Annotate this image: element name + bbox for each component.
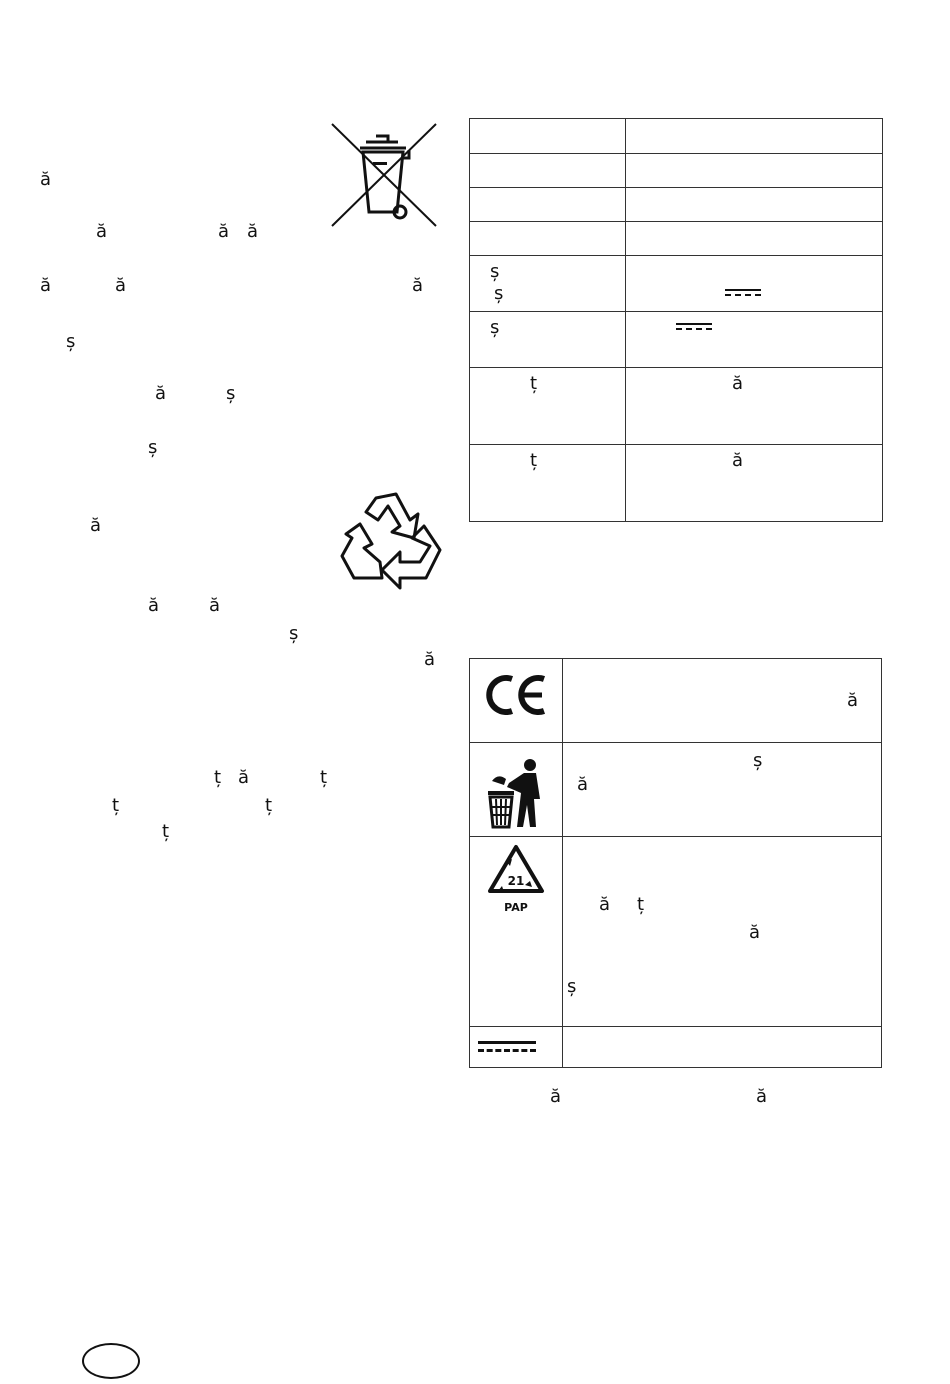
- table-cell-value: [626, 256, 883, 312]
- table-cell-value: [626, 154, 883, 188]
- icon-cell: [470, 743, 563, 837]
- recycle-code-label: PAP: [504, 901, 528, 914]
- text-fragment: ț: [320, 767, 328, 788]
- text-fragment: ă: [40, 169, 52, 190]
- dc-symbol: [676, 323, 712, 331]
- text-fragment: ă: [115, 275, 127, 296]
- recycle-code-number: 21: [507, 874, 525, 888]
- icon-cell: [470, 659, 563, 743]
- text-fragment: ă: [155, 383, 167, 404]
- table-row: [470, 445, 883, 522]
- table-cell-label: [470, 188, 626, 222]
- text-fragment: ș: [226, 383, 236, 404]
- language-badge-oval: [82, 1343, 140, 1379]
- table-cell-value: ă: [626, 368, 883, 445]
- dc-symbol: [725, 289, 761, 297]
- description-cell: ș ă: [563, 743, 882, 837]
- table-cell-label: ț: [470, 368, 626, 445]
- icon-cell: [470, 837, 563, 1027]
- table-row: [470, 154, 883, 188]
- description-cell: [563, 1027, 882, 1068]
- text-fragment: ș: [289, 623, 299, 644]
- table-row: [470, 188, 883, 222]
- table-row: [470, 312, 883, 368]
- table-cell-value: [626, 312, 883, 368]
- icon-cell: [470, 1027, 563, 1068]
- text-fragment: ă: [209, 595, 221, 616]
- text-fragment: ă: [148, 595, 160, 616]
- text-fragment: ă: [412, 275, 424, 296]
- table-cell-value: [626, 188, 883, 222]
- text-fragment: ț: [162, 821, 170, 842]
- text-fragment: ă: [90, 515, 102, 536]
- text-fragment: ș: [66, 331, 76, 352]
- table-cell-label: [470, 154, 626, 188]
- direct-current-icon: [478, 1041, 536, 1053]
- table-cell-value: [626, 222, 883, 256]
- table-row: [470, 222, 883, 256]
- footer-fragment: ă: [756, 1086, 768, 1107]
- footer-fragment: ă: [550, 1086, 562, 1107]
- table-cell-label: ț: [470, 445, 626, 522]
- text-fragment: ă: [218, 221, 230, 242]
- table-row: [470, 119, 883, 154]
- crossed-out-wheelie-bin-icon: [330, 122, 438, 230]
- text-fragment: ț: [214, 767, 222, 788]
- table-cell-label: ș: [470, 312, 626, 368]
- text-fragment: ă: [96, 221, 108, 242]
- table-row: [470, 837, 882, 1027]
- text-fragment: ă: [238, 767, 250, 788]
- table-row: [470, 1027, 882, 1068]
- text-fragment: ă: [424, 649, 436, 670]
- table-row: [470, 256, 883, 312]
- table-cell-label: ș ș: [470, 256, 626, 312]
- table-row: [470, 659, 882, 743]
- description-cell: ă ț ă ș: [563, 837, 882, 1027]
- ce-mark-icon: [484, 673, 548, 717]
- text-fragment: ț: [112, 795, 120, 816]
- table-cell-label: [470, 222, 626, 256]
- text-fragment: ț: [265, 795, 273, 816]
- recycle-pap-icon: [484, 843, 548, 919]
- table-cell-value: ă: [626, 445, 883, 522]
- symbols-table: [469, 658, 882, 1068]
- recycling-arrows-icon: [340, 490, 444, 590]
- text-fragment: ș: [148, 437, 158, 458]
- litter-bin-icon: [486, 757, 546, 829]
- text-fragment: ă: [247, 221, 259, 242]
- table-row: [470, 368, 883, 445]
- table-row: [470, 743, 882, 837]
- table-cell-label: [470, 119, 626, 154]
- spec-table: [469, 118, 883, 522]
- description-cell: ă: [563, 659, 882, 743]
- table-cell-value: [626, 119, 883, 154]
- text-fragment: ă: [40, 275, 52, 296]
